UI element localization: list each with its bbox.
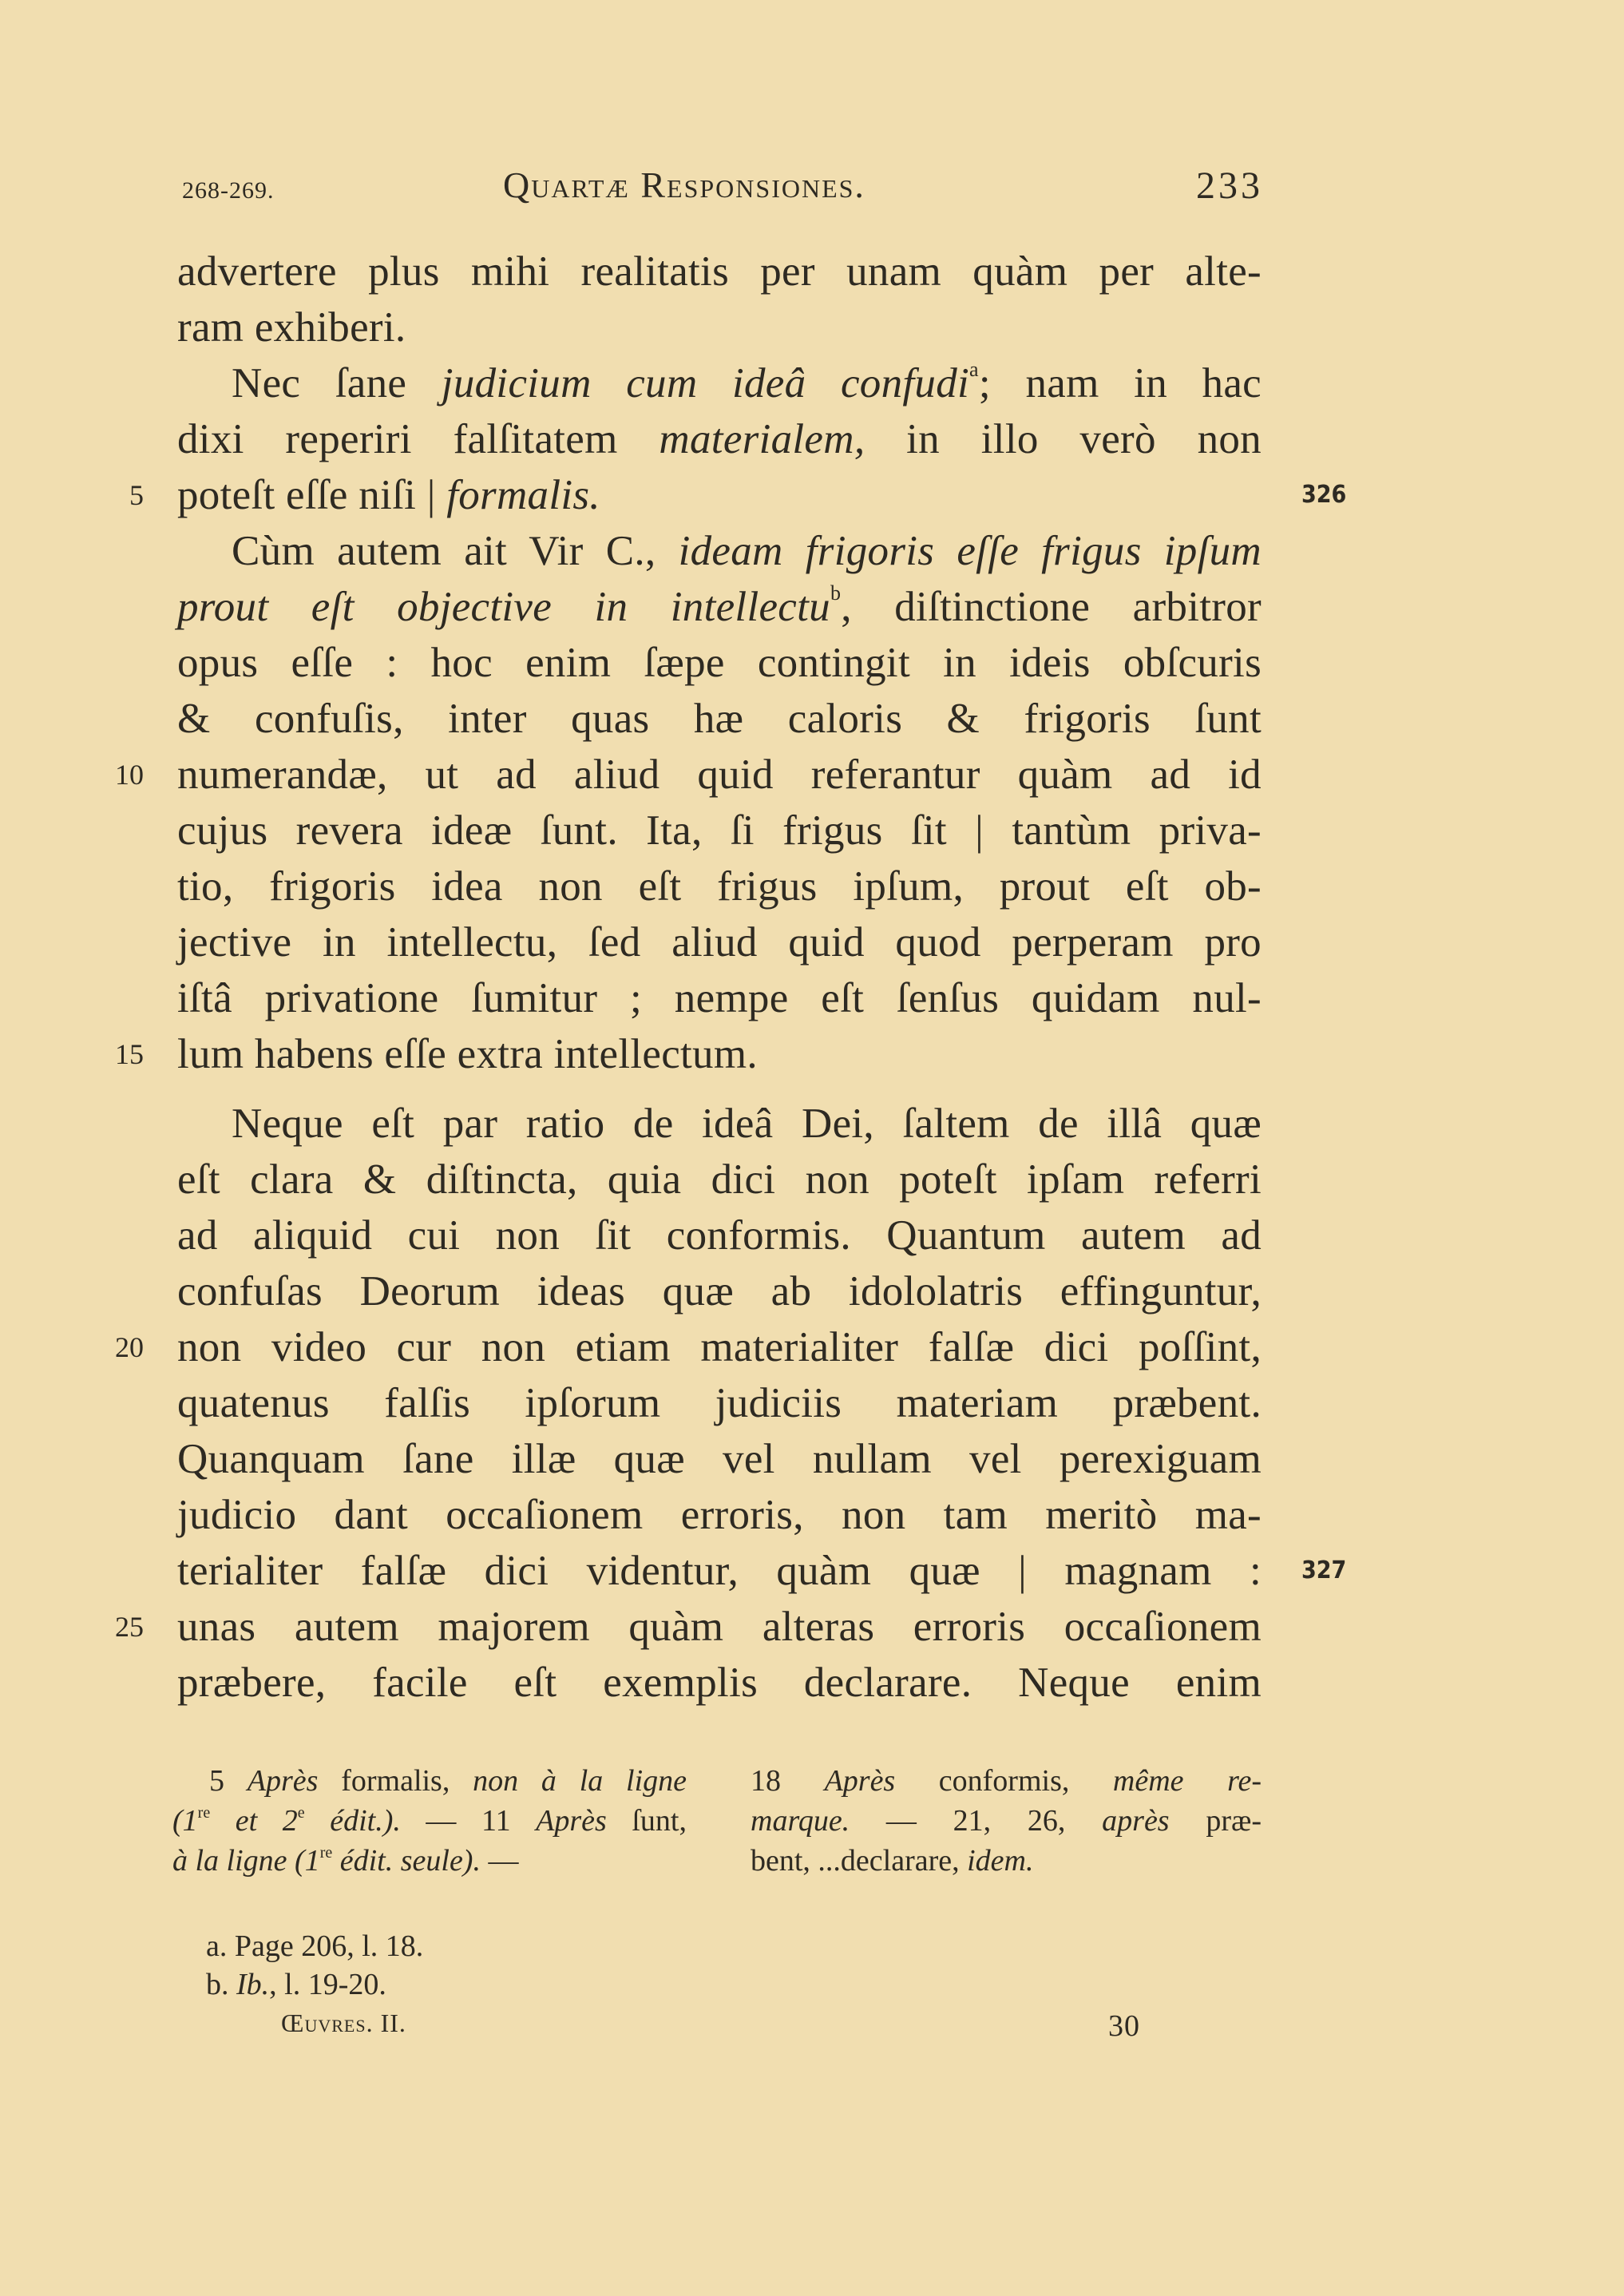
text-run: præ- [1169, 1804, 1262, 1838]
text-run: Cùm autem ait Vir C., [232, 528, 679, 574]
text-line: eſt clara & diſtincta, quia dici non poteſt ipſam referri [177, 1156, 1262, 1203]
variants-left-column [172, 1761, 687, 1881]
superscript: re [197, 1804, 211, 1822]
text-run: 5 [209, 1764, 248, 1798]
text-line [232, 523, 1262, 579]
italic-run: Après [247, 1764, 319, 1798]
text-line: judicio dant occaſionem erroris, non tam meritò ma- [177, 1492, 1262, 1538]
margin-page-number: 326 [1301, 481, 1347, 509]
page-number: 233 [1196, 165, 1263, 207]
text-line: non video cur non etiam materialiter falſæ dici poſſint, [177, 1324, 1262, 1370]
margin-page-number: 327 [1301, 1556, 1347, 1584]
italic-run: Ib. [236, 1968, 270, 2001]
variant-line [172, 1801, 687, 1841]
text-line: iſtâ privatione ſumitur ; nempe eſt ſenſus quidam nul- [177, 975, 1262, 1021]
footnote-a: a. Page 206, l. 18. [206, 1929, 424, 1963]
variant-line [172, 1841, 687, 1881]
footnote-b [206, 1965, 423, 2004]
footnote-ref-b: b [830, 581, 842, 605]
text-line: unas autem majorem quàm alteras erroris occaſionem [177, 1604, 1262, 1650]
text-line: advertere plus mihi realitatis per unam quàm per alte- [177, 248, 1262, 295]
italic-run: après [1102, 1804, 1170, 1838]
variant-line [751, 1801, 1262, 1841]
text-line: Quanquam ſane illæ quæ vel nullam vel perexiguam [177, 1436, 1262, 1482]
text-line [177, 467, 1262, 523]
line-number: 5 [129, 479, 144, 511]
italic-run: Après [536, 1804, 607, 1838]
text-line: tio, frigoris idea non eſt frigus ipſum, prout eſt ob- [177, 863, 1262, 910]
italic-run: même re- [1112, 1764, 1262, 1798]
text-run: ſunt, [606, 1804, 687, 1838]
italic-run: prout eſt objective in intellectu [177, 584, 830, 630]
superscript: re [319, 1844, 333, 1862]
running-title: Quartæ Responsiones. [503, 165, 865, 205]
text-line: cujus revera ideæ ſunt. Ita, ſi frigus ſit | tantùm priva- [177, 807, 1262, 854]
text-line [177, 579, 1262, 635]
text-line: quatenus falſis ipſorum judiciis materiam præbent. [177, 1380, 1262, 1426]
text-line: terialiter falſæ dici videntur, quàm quæ | magnam : [177, 1548, 1262, 1594]
text-line: ad aliquid cui non ſit conformis. Quantum autem ad [177, 1212, 1262, 1259]
text-run: ; nam in hac [978, 360, 1262, 406]
italic-run: materialem, [659, 416, 865, 462]
text-run: , diſtinctione arbitror [841, 584, 1262, 630]
italic-run: et 2 [210, 1804, 298, 1838]
italic-run: à la ligne [172, 1844, 287, 1878]
italic-run: judicium cum ideâ confudi [441, 360, 970, 406]
variant-line [209, 1761, 687, 1801]
text-run: bent, ...declarare, [751, 1844, 968, 1878]
italic-run: (1 [287, 1844, 320, 1878]
text-run: — 11 [400, 1804, 537, 1838]
text-run: formalis, [318, 1764, 473, 1798]
text-line [232, 355, 1262, 411]
line-number: 25 [115, 1611, 144, 1643]
italic-run: édit.). [304, 1804, 401, 1838]
header-page-range: 268-269. [182, 177, 275, 204]
variant-line [751, 1841, 1262, 1881]
italic-run: (1 [172, 1804, 198, 1838]
text-run: conformis, [895, 1764, 1113, 1798]
italic-run: édit. seule). [332, 1844, 481, 1878]
text-line: & confuſis, inter quas hæ caloris & frigoris ſunt [177, 696, 1262, 742]
text-line: confuſas Deorum ideas quæ ab idololatris effinguntur, [177, 1268, 1262, 1315]
text-run: Nec ſane [232, 360, 442, 406]
footnotes [206, 1927, 423, 2004]
italic-run: Après [824, 1764, 896, 1798]
text-run: b. [206, 1968, 236, 2001]
italic-run: idem. [967, 1844, 1034, 1878]
text-line: jective in intellectu, ſed aliud quid quod perperam pro [177, 919, 1262, 966]
text-run: poteſt eſſe niſi | [177, 472, 447, 518]
line-number: 20 [115, 1331, 144, 1363]
line-number: 15 [115, 1038, 144, 1070]
text-line [177, 411, 1262, 467]
signature-number: 30 [1108, 2009, 1140, 2043]
italic-run: formalis. [446, 472, 600, 518]
text-line: opus eſſe : hoc enim ſæpe contingit in ideis obſcuris [177, 640, 1262, 686]
text-line: lum habens eſſe extra intellectum. [177, 1031, 758, 1077]
text-run: — [480, 1844, 519, 1878]
text-line: Neque eſt par ratio de ideâ Dei, ſaltem de illâ quæ [232, 1100, 1262, 1147]
italic-run: marque. [751, 1804, 850, 1838]
text-run: — 21, 26, [850, 1804, 1103, 1838]
line-number: 10 [115, 759, 144, 791]
footnote-ref-a: a [969, 358, 979, 381]
text-run: 18 [751, 1764, 825, 1798]
text-run: , l. 19-20. [269, 1968, 386, 2001]
italic-run: non à la ligne [473, 1764, 687, 1798]
variants-right-column [751, 1761, 1262, 1881]
text-run: dixi reperiri falſitatem [177, 416, 660, 462]
text-run: in illo verò non [865, 416, 1262, 462]
signature-mark: Œuvres. II. [281, 2009, 406, 2037]
italic-run: ideam frigoris eſſe frigus ipſum [678, 528, 1262, 574]
variant-line [751, 1761, 1262, 1801]
text-line: numerandæ, ut ad aliud quid referantur quàm ad id [177, 751, 1262, 798]
text-line: ram exhiberi. [177, 304, 406, 351]
superscript: e [297, 1804, 305, 1822]
text-line: præbere, facile eſt exemplis declarare. Neque enim [177, 1660, 1262, 1706]
